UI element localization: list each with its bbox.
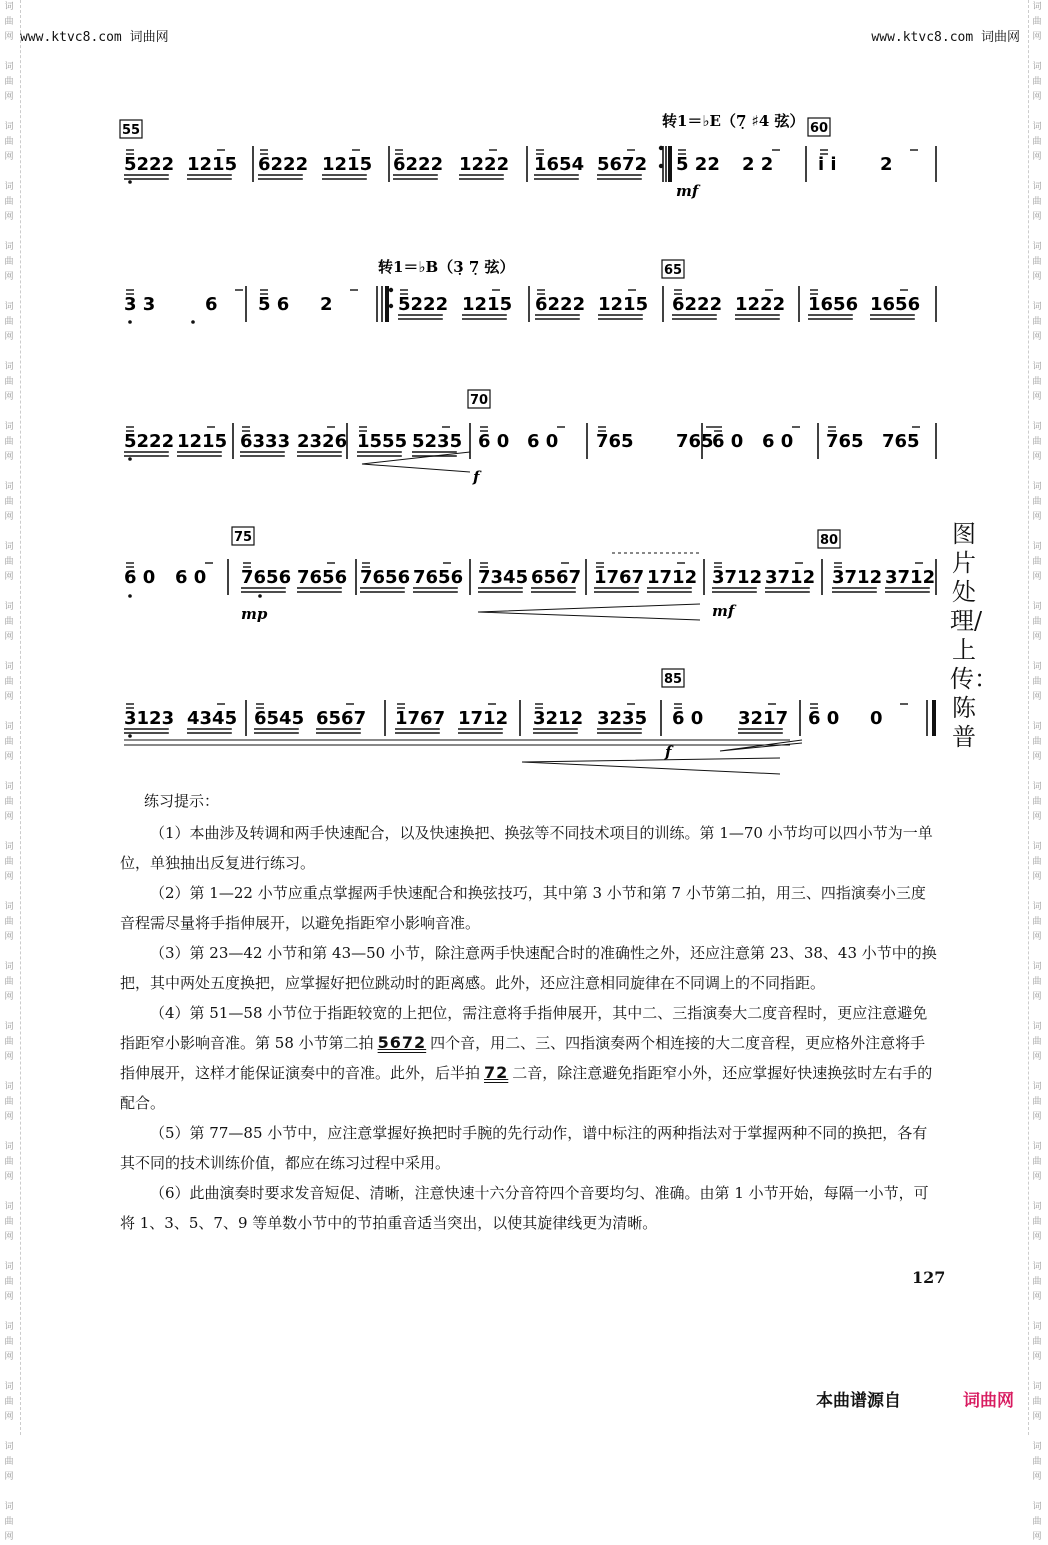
watermark-char: 网 [4,32,14,42]
tip-item-4-part-b: 四个音，用二、三、四指演奏两个相连接的大二度音程，更应格外注意将手指伸展开，这样才能保证演奏中的音准。此外，后半拍 [120,1034,926,1082]
watermark-char: 曲 [4,1217,14,1227]
note-group: 1555 [357,431,408,452]
watermark-char: 词 [4,482,14,492]
watermark-char: 词 [1032,362,1042,372]
watermark-char: 网 [1032,1232,1042,1242]
watermark-char: 词 [1032,542,1042,552]
watermark-char: 曲 [4,317,14,327]
octave-dot [128,594,132,598]
watermark-char: 曲 [1032,197,1042,207]
watermark-char: 网 [1032,332,1042,342]
tip-item-4-part-c: 二音，除注意避免指距窄小外，还应掌握好快速换弦时左右手的配合。 [120,1064,933,1112]
dynamic-mark: mf [712,602,735,620]
watermark-char: 网 [4,1172,14,1182]
note-group: 6 [205,294,218,315]
watermark-char: 网 [1032,1292,1042,1302]
watermark-char: 曲 [4,497,14,507]
watermark-char: 曲 [4,1097,14,1107]
watermark-char: 曲 [4,857,14,867]
note-group: 765 [826,431,864,452]
watermark-char: 曲 [1032,317,1042,327]
watermark-char: 曲 [4,1277,14,1287]
header-left-url[interactable]: www.ktvc8.com 词曲网 [20,30,169,45]
watermark-char: 网 [4,932,14,942]
watermark-char: 词 [1032,122,1042,132]
note-group: 6 0 [808,708,840,729]
note-group: 5 6 [258,294,290,315]
watermark-char: 词 [1032,1022,1042,1032]
watermark-char: 词 [1032,2,1042,12]
watermark-char: 词 [4,62,14,72]
dynamic-mark: f [473,468,480,486]
note-group: 6567 [531,567,582,588]
watermark-char: 词 [4,1262,14,1272]
watermark-char: 曲 [4,437,14,447]
watermark-char: 网 [1032,872,1042,882]
octave-dot [258,594,262,598]
watermark-char: 词 [4,1142,14,1152]
watermark-char: 词 [4,1082,14,1092]
watermark-char: 词 [1032,962,1042,972]
watermark-char: 词 [1032,1262,1042,1272]
watermark-char: 曲 [4,737,14,747]
watermark-char: 网 [1032,212,1042,222]
watermark-char: 词 [4,122,14,132]
inline-notation-72: 72 [484,1063,509,1082]
watermark-char: 词 [4,182,14,192]
watermark-char: 词 [1032,1202,1042,1212]
watermark-char: 词 [4,1502,14,1512]
watermark-char: 曲 [1032,1037,1042,1047]
watermark-char: 词 [4,1382,14,1392]
watermark-char: 词 [1032,1142,1042,1152]
watermark-char: 词 [1032,782,1042,792]
note-group: 7656 [297,567,348,588]
watermark-char: 网 [4,1112,14,1122]
watermark-char: 网 [1032,812,1042,822]
measure-number: 55 [122,123,141,138]
octave-dot [128,734,132,738]
measure-number: 65 [664,263,683,278]
measure-number: 60 [810,121,829,136]
watermark-char: 网 [4,1052,14,1062]
note-group: 3712 [885,567,936,588]
note-group: 765 [596,431,634,452]
watermark-char: 网 [4,992,14,1002]
watermark-char: 曲 [1032,1097,1042,1107]
watermark-char: 网 [4,212,14,222]
watermark-char: 曲 [1032,797,1042,807]
note-group: 6222 [535,294,586,315]
tip-item-1: （1）本曲涉及转调和两手快速配合，以及快速换把、换弦等不同技术项目的训练。第 1—70 小节均可以四小节为一单位，单独抽出反复进行练习。 [120,824,933,872]
watermark-char: 网 [4,332,14,342]
watermark-char: 词 [4,1442,14,1452]
note-group: 2326 [297,431,348,452]
watermark-char: 网 [4,1532,14,1542]
repeat-dot [389,304,393,308]
note-group: 1654 [534,154,585,175]
watermark-char: 曲 [4,797,14,807]
note-group: 3217 [738,708,789,729]
watermark-char: 曲 [1032,737,1042,747]
watermark-char: 曲 [4,977,14,987]
watermark-char: 曲 [1032,377,1042,387]
watermark-char: 网 [1032,1172,1042,1182]
note-group: 0 [870,708,883,729]
note-group: 5222 [124,154,175,175]
note-group: 7345 [478,567,529,588]
note-group: 6333 [240,431,291,452]
note-group: 6222 [393,154,444,175]
note-group: 3 3 [124,294,156,315]
watermark-char: 曲 [4,917,14,927]
watermark-char: 曲 [4,17,14,27]
watermark-char: 网 [4,152,14,162]
note-group: 6 0 [478,431,510,452]
watermark-char: 曲 [1032,77,1042,87]
note-group: 3712 [832,567,883,588]
watermark-char: 词 [1032,902,1042,912]
watermark-char: 网 [1032,572,1042,582]
watermark-char: 网 [1032,632,1042,642]
watermark-char: 曲 [4,1397,14,1407]
watermark-char: 曲 [1032,1517,1042,1527]
dynamic-mark: f [665,743,672,761]
note-group: 3712 [712,567,763,588]
watermark-char: 曲 [1032,437,1042,447]
watermark-char: 曲 [4,197,14,207]
watermark-char: 曲 [1032,557,1042,567]
watermark-char: 词 [4,362,14,372]
note-group: 3123 [124,708,175,729]
hairpin [522,758,780,774]
watermark-char: 词 [1032,182,1042,192]
watermark-char: 曲 [1032,1277,1042,1287]
watermark-char: 曲 [4,617,14,627]
note-group: 7656 [413,567,464,588]
note-group: 1222 [459,154,510,175]
watermark-char: 网 [1032,452,1042,462]
watermark-char: 词 [4,842,14,852]
watermark-char: 曲 [1032,977,1042,987]
watermark-char: 曲 [1032,257,1042,267]
note-group: 1215 [322,154,373,175]
note-group: 7656 [241,567,292,588]
watermark-char: 词 [1032,1082,1042,1092]
tip-item-2: （2）第 1—22 小节应重点掌握两手快速配合和换弦技巧，其中第 3 小节和第 7 小节第二拍，用三、四指演奏小三度音程需尽量将手指伸展开，以避免指距窄小影响音准。 [120,884,926,932]
watermark-char: 网 [1032,752,1042,762]
tip-item-6: （6）此曲演奏时要求发音短促、清晰，注意快速十六分音符四个音要均匀、准确。由第 1 小节开始，每隔一小节，可将 1、3、5、7、9 等单数小节中的节拍重音适当突出，以使其旋律线更为清晰。 [120,1184,929,1232]
tip-item-4 [120,998,940,1118]
watermark-char: 词 [4,902,14,912]
watermark-char: 词 [1032,1442,1042,1452]
tip-item-3: （3）第 23—42 小节和第 43—50 小节，除注意两手快速配合时的准确性之外，还应注意第 23、38、43 小节中的换把，其中两处五度换把，应掌握好把位跳动时的距离感。此外，还应注意相同旋律在不同调上的不同指距。 [120,944,937,992]
note-group: 3712 [765,567,816,588]
watermark-char: 网 [1032,1532,1042,1542]
watermark-char: 网 [4,752,14,762]
note-group: 6 0 [712,431,744,452]
note-group: 5235 [412,431,463,452]
watermark-char: 曲 [1032,677,1042,687]
watermark-char: 词 [4,602,14,612]
watermark-char: 曲 [4,1457,14,1467]
note-group: 1712 [647,567,698,588]
watermark-char: 曲 [4,1157,14,1167]
watermark-char: 词 [1032,62,1042,72]
upload-credit: 图片处理/上传：陈普 [950,520,998,751]
watermark-char: 网 [4,512,14,522]
note-group: 1215 [462,294,513,315]
note-group: 1767 [395,708,446,729]
watermark-char: 网 [4,1232,14,1242]
watermark-char: 曲 [1032,17,1042,27]
note-group: 6 0 [124,567,156,588]
octave-dot [191,320,195,324]
octave-dot [128,320,132,324]
watermark-char: 网 [1032,512,1042,522]
watermark-char: 网 [4,92,14,102]
watermark-char: 词 [1032,1322,1042,1332]
repeat-dot [659,146,663,150]
watermark-char: 词 [1032,1382,1042,1392]
note-group: 6222 [258,154,309,175]
inline-notation-5672: 5672 [377,1033,427,1052]
watermark-char: 曲 [1032,137,1042,147]
watermark-char: 词 [1032,662,1042,672]
watermark-char: 网 [4,272,14,282]
watermark-char: 网 [1032,1112,1042,1122]
watermark-char: 曲 [1032,497,1042,507]
page-number: 127 [912,1268,946,1287]
watermark-char: 网 [1032,92,1042,102]
watermark-char: 网 [1032,692,1042,702]
tips-heading: 练习提示： [144,792,220,810]
hairpin [362,452,470,472]
watermark-char: 词 [4,422,14,432]
watermark-char: 曲 [4,137,14,147]
watermark-char: 词 [4,302,14,312]
footer-source-label: 本曲谱源自 [816,1391,901,1411]
note-group: 1656 [870,294,921,315]
note-group: 6567 [316,708,367,729]
key-change-label: 转1＝♭B（3̣ 7̣ 弦） [378,258,515,276]
note-group: 6 0 [672,708,704,729]
note-group: 5 22 [676,154,720,175]
note-group: 765 [676,431,714,452]
watermark-char: 网 [4,812,14,822]
watermark-char: 曲 [4,1517,14,1527]
watermark-char: 词 [4,782,14,792]
watermark-char: 曲 [4,377,14,387]
watermark-char: 网 [1032,1052,1042,1062]
octave-dot [128,457,132,461]
hairpin [478,604,700,620]
watermark-char: 词 [4,2,14,12]
measure-number: 80 [820,533,839,548]
note-group: 1712 [458,708,509,729]
note-group: 2 2 [742,154,774,175]
repeat-dot [389,288,393,292]
watermark-char: 曲 [4,557,14,567]
measure-number: 85 [664,672,683,687]
watermark-char: 词 [1032,842,1042,852]
watermark-char: 词 [1032,302,1042,312]
note-group: 1215 [187,154,238,175]
note-group: 1215 [177,431,228,452]
watermark-char: 词 [1032,422,1042,432]
watermark-char: 曲 [4,677,14,687]
repeat-dot [659,164,663,168]
watermark-char: 曲 [1032,617,1042,627]
note-group: 6 0 [762,431,794,452]
watermark-char: 网 [4,872,14,882]
dynamic-mark: mp [241,605,268,623]
watermark-char: 词 [4,242,14,252]
note-group: 2 [320,294,333,315]
watermark-char: 词 [1032,482,1042,492]
tip-item-4-part-a: （4）第 51—58 小节位于指距较宽的上把位，需注意将手指伸展开，其中二、三指演奏大二度音程时，更应注意避免指距窄小影响音准。第 58 小节第二拍 [120,1004,928,1052]
watermark-char: 词 [1032,602,1042,612]
watermark-char: 词 [1032,722,1042,732]
note-group: 3235 [597,708,648,729]
watermark-char: 网 [1032,992,1042,1002]
measure-number: 75 [234,530,253,545]
watermark-char: 曲 [1032,1157,1042,1167]
watermark-char: 曲 [1032,1397,1042,1407]
watermark-char: 词 [1032,242,1042,252]
watermark-char: 曲 [4,77,14,87]
watermark-char: 曲 [4,257,14,267]
watermark-char: 网 [4,572,14,582]
dynamic-mark: mf [676,182,699,200]
watermark-char: 词 [1032,1502,1042,1512]
note-group: 6 0 [527,431,559,452]
note-group: 5222 [124,431,175,452]
header-right-url[interactable]: www.ktvc8.com 词曲网 [871,30,1020,45]
note-group: 5672 [597,154,648,175]
note-group: 3212 [533,708,584,729]
watermark-char: 词 [4,1322,14,1332]
watermark-char: 词 [4,1022,14,1032]
note-group: 1656 [808,294,859,315]
watermark-char: 网 [4,1352,14,1362]
note-group: 7656 [360,567,411,588]
watermark-char: 网 [4,392,14,402]
watermark-char: 曲 [1032,857,1042,867]
note-group: 4345 [187,708,238,729]
watermark-char: 网 [1032,932,1042,942]
watermark-char: 网 [1032,392,1042,402]
watermark-char: 网 [1032,1472,1042,1482]
watermark-char: 曲 [1032,1217,1042,1227]
watermark-char: 网 [1032,1352,1042,1362]
watermark-char: 曲 [1032,1337,1042,1347]
note-group: 1215 [598,294,649,315]
note-group: 2 [880,154,893,175]
note-group: 1767 [594,567,645,588]
measure-number: 70 [470,393,489,408]
watermark-char: 网 [1032,152,1042,162]
watermark-char: 曲 [1032,917,1042,927]
watermark-char: 曲 [1032,1457,1042,1467]
watermark-char: 词 [4,662,14,672]
watermark-char: 网 [4,692,14,702]
watermark-char: 网 [4,1292,14,1302]
watermark-char: 网 [1032,32,1042,42]
note-group: 6545 [254,708,305,729]
note-group: 6222 [672,294,723,315]
watermark-char: 网 [4,1472,14,1482]
watermark-char: 词 [4,1202,14,1212]
watermark-char: 网 [1032,1412,1042,1422]
watermark-char: 网 [4,1412,14,1422]
footer-site-link[interactable]: 词曲网 [963,1391,1014,1411]
note-group: 6 0 [175,567,207,588]
watermark-char: 曲 [4,1037,14,1047]
tip-item-5: （5）第 77—85 小节中，应注意掌握好换把时手腕的先行动作，谱中标注的两种指法对于掌握两种不同的换把，各有其不同的技术训练价值，都应在练习过程中采用。 [120,1124,928,1172]
note-group: 1222 [735,294,786,315]
watermark-char: 词 [4,542,14,552]
watermark-char: 网 [4,632,14,642]
watermark-char: 词 [4,962,14,972]
watermark-char: 网 [1032,272,1042,282]
watermark-char: 曲 [4,1337,14,1347]
octave-dot [128,180,132,184]
note-group: 5222 [398,294,449,315]
note-group: 765 [882,431,920,452]
practice-tips [120,786,940,1238]
watermark-char: 词 [4,722,14,732]
note-group: i i [818,154,837,175]
watermark-char: 网 [4,452,14,462]
key-change-label: 转1＝♭E（7̣ ♯4 弦） [662,112,805,130]
